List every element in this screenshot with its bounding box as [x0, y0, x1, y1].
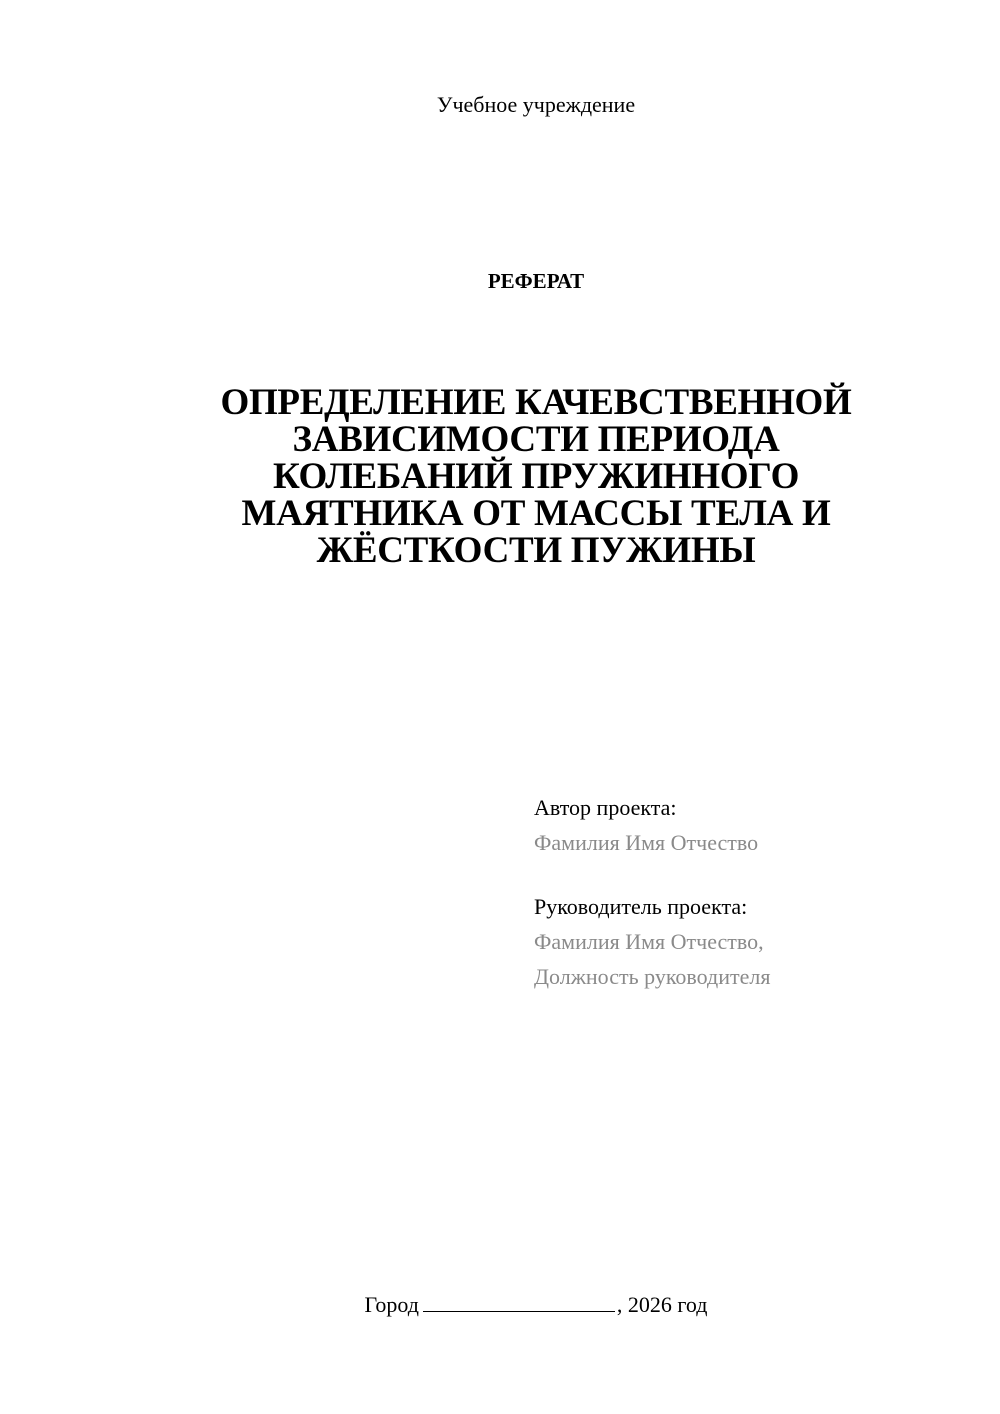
document-title: [170, 384, 902, 569]
supervisor-position: Должность руководителя: [534, 964, 771, 989]
city-year-line: [0, 1292, 1000, 1318]
supervisor-name: Фамилия Имя Отчество,: [534, 929, 764, 954]
supervisor-label: Руководитель проекта:: [534, 894, 748, 919]
title-line: ОПРЕДЕЛЕНИЕ КАЧЕВСТВЕННОЙ: [220, 382, 852, 423]
title-line: МАЯТНИКА ОТ МАССЫ ТЕЛА И: [241, 493, 831, 534]
title-line: ЖЁСТКОСТИ ПУЖИНЫ: [316, 530, 756, 571]
year-text: , 2026 год: [616, 1292, 708, 1317]
author-name: Фамилия Имя Отчество: [534, 830, 759, 855]
author-label: Автор проекта:: [534, 795, 677, 820]
city-blank-line: [423, 1293, 615, 1312]
city-label: Город: [364, 1292, 419, 1317]
title-line: КОЛЕБАНИЙ ПРУЖИННОГО: [272, 456, 800, 497]
title-line: ЗАВИСИМОСТИ ПЕРИОДА: [292, 419, 780, 460]
document-type: РЕФЕРАТ: [487, 269, 585, 293]
project-info: [534, 790, 974, 994]
institution-name: Учебное учреждение: [436, 92, 636, 117]
